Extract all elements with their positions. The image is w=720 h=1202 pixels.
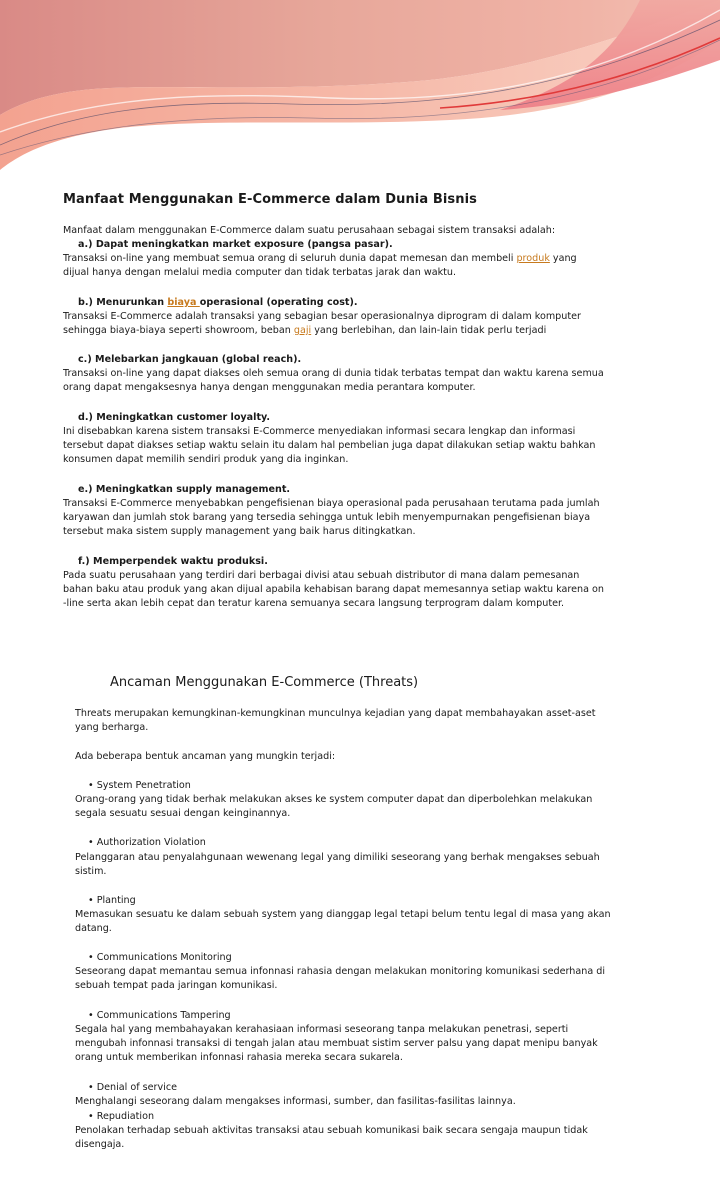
benefit-e-heading: e.) Meningkatkan supply management. — [78, 484, 291, 495]
section2-title: Ancaman Menggunakan E-Commerce (Threats) — [110, 675, 419, 690]
benefit-d-heading: d.) Meningkatkan customer loyalty. — [78, 412, 271, 423]
benefit-e-line1: Transaksi E-Commerce menyebabkan pengefisienan biaya operasional pada perusahaan terutama pada jumlah — [63, 498, 600, 509]
benefit-f-heading: f.) Memperpendek waktu produksi. — [78, 556, 268, 567]
threat-4-heading: • Communications Monitoring — [88, 952, 232, 963]
threat-7-line1: Penolakan terhadap sebuah aktivitas transaksi atau sebuah komunikasi baik secara sengaja maupun tidak — [75, 1125, 588, 1136]
threat-3-line2: datang. — [75, 923, 112, 934]
benefit-b-heading: b.) Menurunkan biaya operasional (operating cost). — [78, 297, 358, 308]
benefit-f-line2: bahan baku atau produk yang akan dijual apabila kehabisan barang dapat memesannya setiap waktu karena on — [63, 584, 604, 595]
decorative-wave-banner — [0, 0, 720, 200]
benefit-e-line3: tersebut maka sistem supply management yang baik harus ditingkatkan. — [63, 526, 416, 537]
threat-5-line2: mengubah infonnasi transaksi di tengah jalan atau membuat sistim server palsu yang dapat menipu banyak — [75, 1038, 598, 1049]
threat-6-line1: Menghalangi seseorang dalam mengakses informasi, sumber, dan fasilitas-fasilitas lainnya. — [75, 1096, 516, 1107]
link-gaji[interactable]: gaji — [293, 325, 312, 336]
benefit-b-line1: Transaksi E-Commerce adalah transaksi yang sebagian besar operasionalnya diprogram di dalam komputer — [63, 311, 581, 322]
threats-intro-line1: Threats merupakan kemungkinan-kemungkinan munculnya kejadian yang dapat membahayakan asset-aset — [75, 708, 596, 719]
benefit-a-line1: Transaksi on-line yang membuat semua orang di seluruh dunia dapat memesan dan membeli produk yang — [63, 253, 577, 264]
threat-3-heading: • Planting — [88, 895, 136, 906]
threat-2-line1: Pelanggaran atau penyalahgunaan wewenang legal yang dimiliki seseorang yang berhak mengakses sebuah — [75, 852, 600, 863]
threat-3-line1: Memasukan sesuatu ke dalam sebuah system yang dianggap legal tetapi belum tentu legal di masa yang akan — [75, 909, 611, 920]
threat-7-heading: • Repudiation — [88, 1111, 155, 1122]
threat-1-heading: • System Penetration — [88, 780, 191, 791]
section1-title: Manfaat Menggunakan E-Commerce dalam Dunia Bisnis — [63, 192, 478, 207]
threat-5-line1: Segala hal yang membahayakan kerahasiaan informasi seseorang tanpa melakukan penetrasi, seperti — [75, 1024, 569, 1035]
benefit-a-heading: a.) Dapat meningkatkan market exposure (pangsa pasar). — [78, 239, 393, 250]
link-produk[interactable]: produk — [516, 253, 550, 264]
threat-4-line1: Seseorang dapat memantau semua infonnasi rahasia dengan melakukan monitoring komunikasi sederhana di — [75, 966, 606, 977]
benefit-d-line1: Ini disebabkan karena sistem transaksi E-Commerce menyediakan informasi secara lengkap dan informasi — [63, 426, 576, 437]
link-biaya[interactable]: biaya — [167, 297, 200, 308]
threat-1-line1: Orang-orang yang tidak berhak melakukan akses ke system computer dapat dan diperbolehkan melakukan — [75, 794, 593, 805]
benefit-b-line2: sehingga biaya-biaya seperti showroom, beban gaji yang berlebihan, dan lain-lain tidak perlu terjadi — [63, 325, 547, 336]
threat-1-line2: segala sesuatu sesuai dengan keinginannya. — [75, 808, 291, 819]
threats-lead: Ada beberapa bentuk ancaman yang mungkin terjadi: — [75, 751, 336, 762]
benefit-c-line1: Transaksi on-line yang dapat diakses oleh semua orang di dunia tidak terbatas tempat dan waktu karena semua — [63, 368, 604, 379]
benefit-c-line2: orang dapat mengaksesnya hanya dengan menggunakan media perantara komputer. — [63, 382, 476, 393]
benefit-f-line3: -line serta akan lebih cepat dan teratur karena semuanya secara langsung terprogram dalam komputer. — [63, 598, 565, 609]
threat-5-line3: orang untuk memberikan infonnasi rahasia mereka secara sukarela. — [75, 1052, 403, 1063]
section1-intro: Manfaat dalam menggunakan E-Commerce dalam suatu perusahaan sebagai sistem transaksi adalah: — [63, 225, 556, 236]
benefit-e-line2: karyawan dan jumlah stok barang yang tersedia sehingga untuk lebih menyempurnakan pengefisienan biaya — [63, 512, 591, 523]
benefit-d-line2: tersebut dapat diakses setiap waktu selain itu dalam hal pembelian juga dapat dilakukan setiap waktu bahkan — [63, 440, 596, 451]
threat-2-heading: • Authorization Violation — [88, 837, 206, 848]
threats-intro-line2: yang berharga. — [75, 722, 149, 733]
threat-2-line2: sistim. — [75, 866, 107, 877]
benefit-d-line3: konsumen dapat memilih sendiri produk yang dia inginkan. — [63, 454, 349, 465]
threat-5-heading: • Communications Tampering — [88, 1010, 231, 1021]
benefit-a-line2: dijual hanya dengan melalui media computer dan tidak terbatas jarak dan waktu. — [63, 267, 457, 278]
threat-4-line2: sebuah tempat pada jaringan komunikasi. — [75, 980, 278, 991]
benefit-c-heading: c.) Melebarkan jangkauan (global reach). — [78, 354, 302, 365]
threat-7-line2: disengaja. — [75, 1139, 125, 1150]
benefit-f-line1: Pada suatu perusahaan yang terdiri dari berbagai divisi atau sebuah distributor di mana dalam pemesanan — [63, 570, 580, 581]
threat-6-heading: • Denial of service — [88, 1082, 177, 1093]
